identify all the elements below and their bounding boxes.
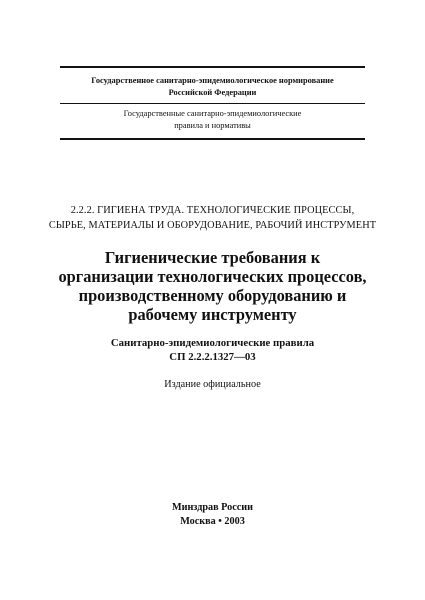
header-bottom-rule	[60, 138, 365, 140]
subtitle-line-2: СП 2.2.2.1327—03	[169, 351, 256, 363]
header-top-rule	[60, 66, 365, 68]
header-org-line-2: Российской Федерации	[168, 88, 257, 97]
publication-header	[60, 66, 365, 140]
header-org-line-1: Государственное санитарно-эпидемиологическое нормирование	[91, 76, 334, 85]
header-sub-line-1: Государственные санитарно-эпидемиологические	[123, 109, 302, 118]
document-subtitle	[20, 336, 405, 364]
section-heading-line-1: 2.2.2. ГИГИЕНА ТРУДА. ТЕХНОЛОГИЧЕСКИЕ ПРОЦЕССЫ,	[70, 205, 355, 216]
publication-place-year: Москва • 2003	[180, 516, 245, 527]
document-title-line-3: производственному оборудованию и	[78, 286, 347, 305]
section-heading	[20, 203, 405, 233]
document-title-line-4: рабочему инструменту	[128, 305, 297, 324]
header-middle-rule	[60, 103, 365, 104]
publisher-name: Минздрав России	[171, 502, 254, 513]
document-title-line-1: Гигиенические требования к	[104, 248, 321, 267]
edition-label: Издание официальное	[164, 379, 261, 390]
document-title	[20, 248, 405, 324]
header-sub-line-2: правила и нормативы	[174, 121, 251, 130]
subtitle-line-1: Санитарно-эпидемиологические правила	[110, 337, 315, 349]
document-title-line-2: организации технологических процессов,	[58, 267, 367, 286]
publisher-footer	[20, 501, 405, 529]
section-heading-line-2: СЫРЬЕ, МАТЕРИАЛЫ И ОБОРУДОВАНИЕ, РАБОЧИЙ ИНСТРУМЕНТ	[48, 220, 377, 231]
